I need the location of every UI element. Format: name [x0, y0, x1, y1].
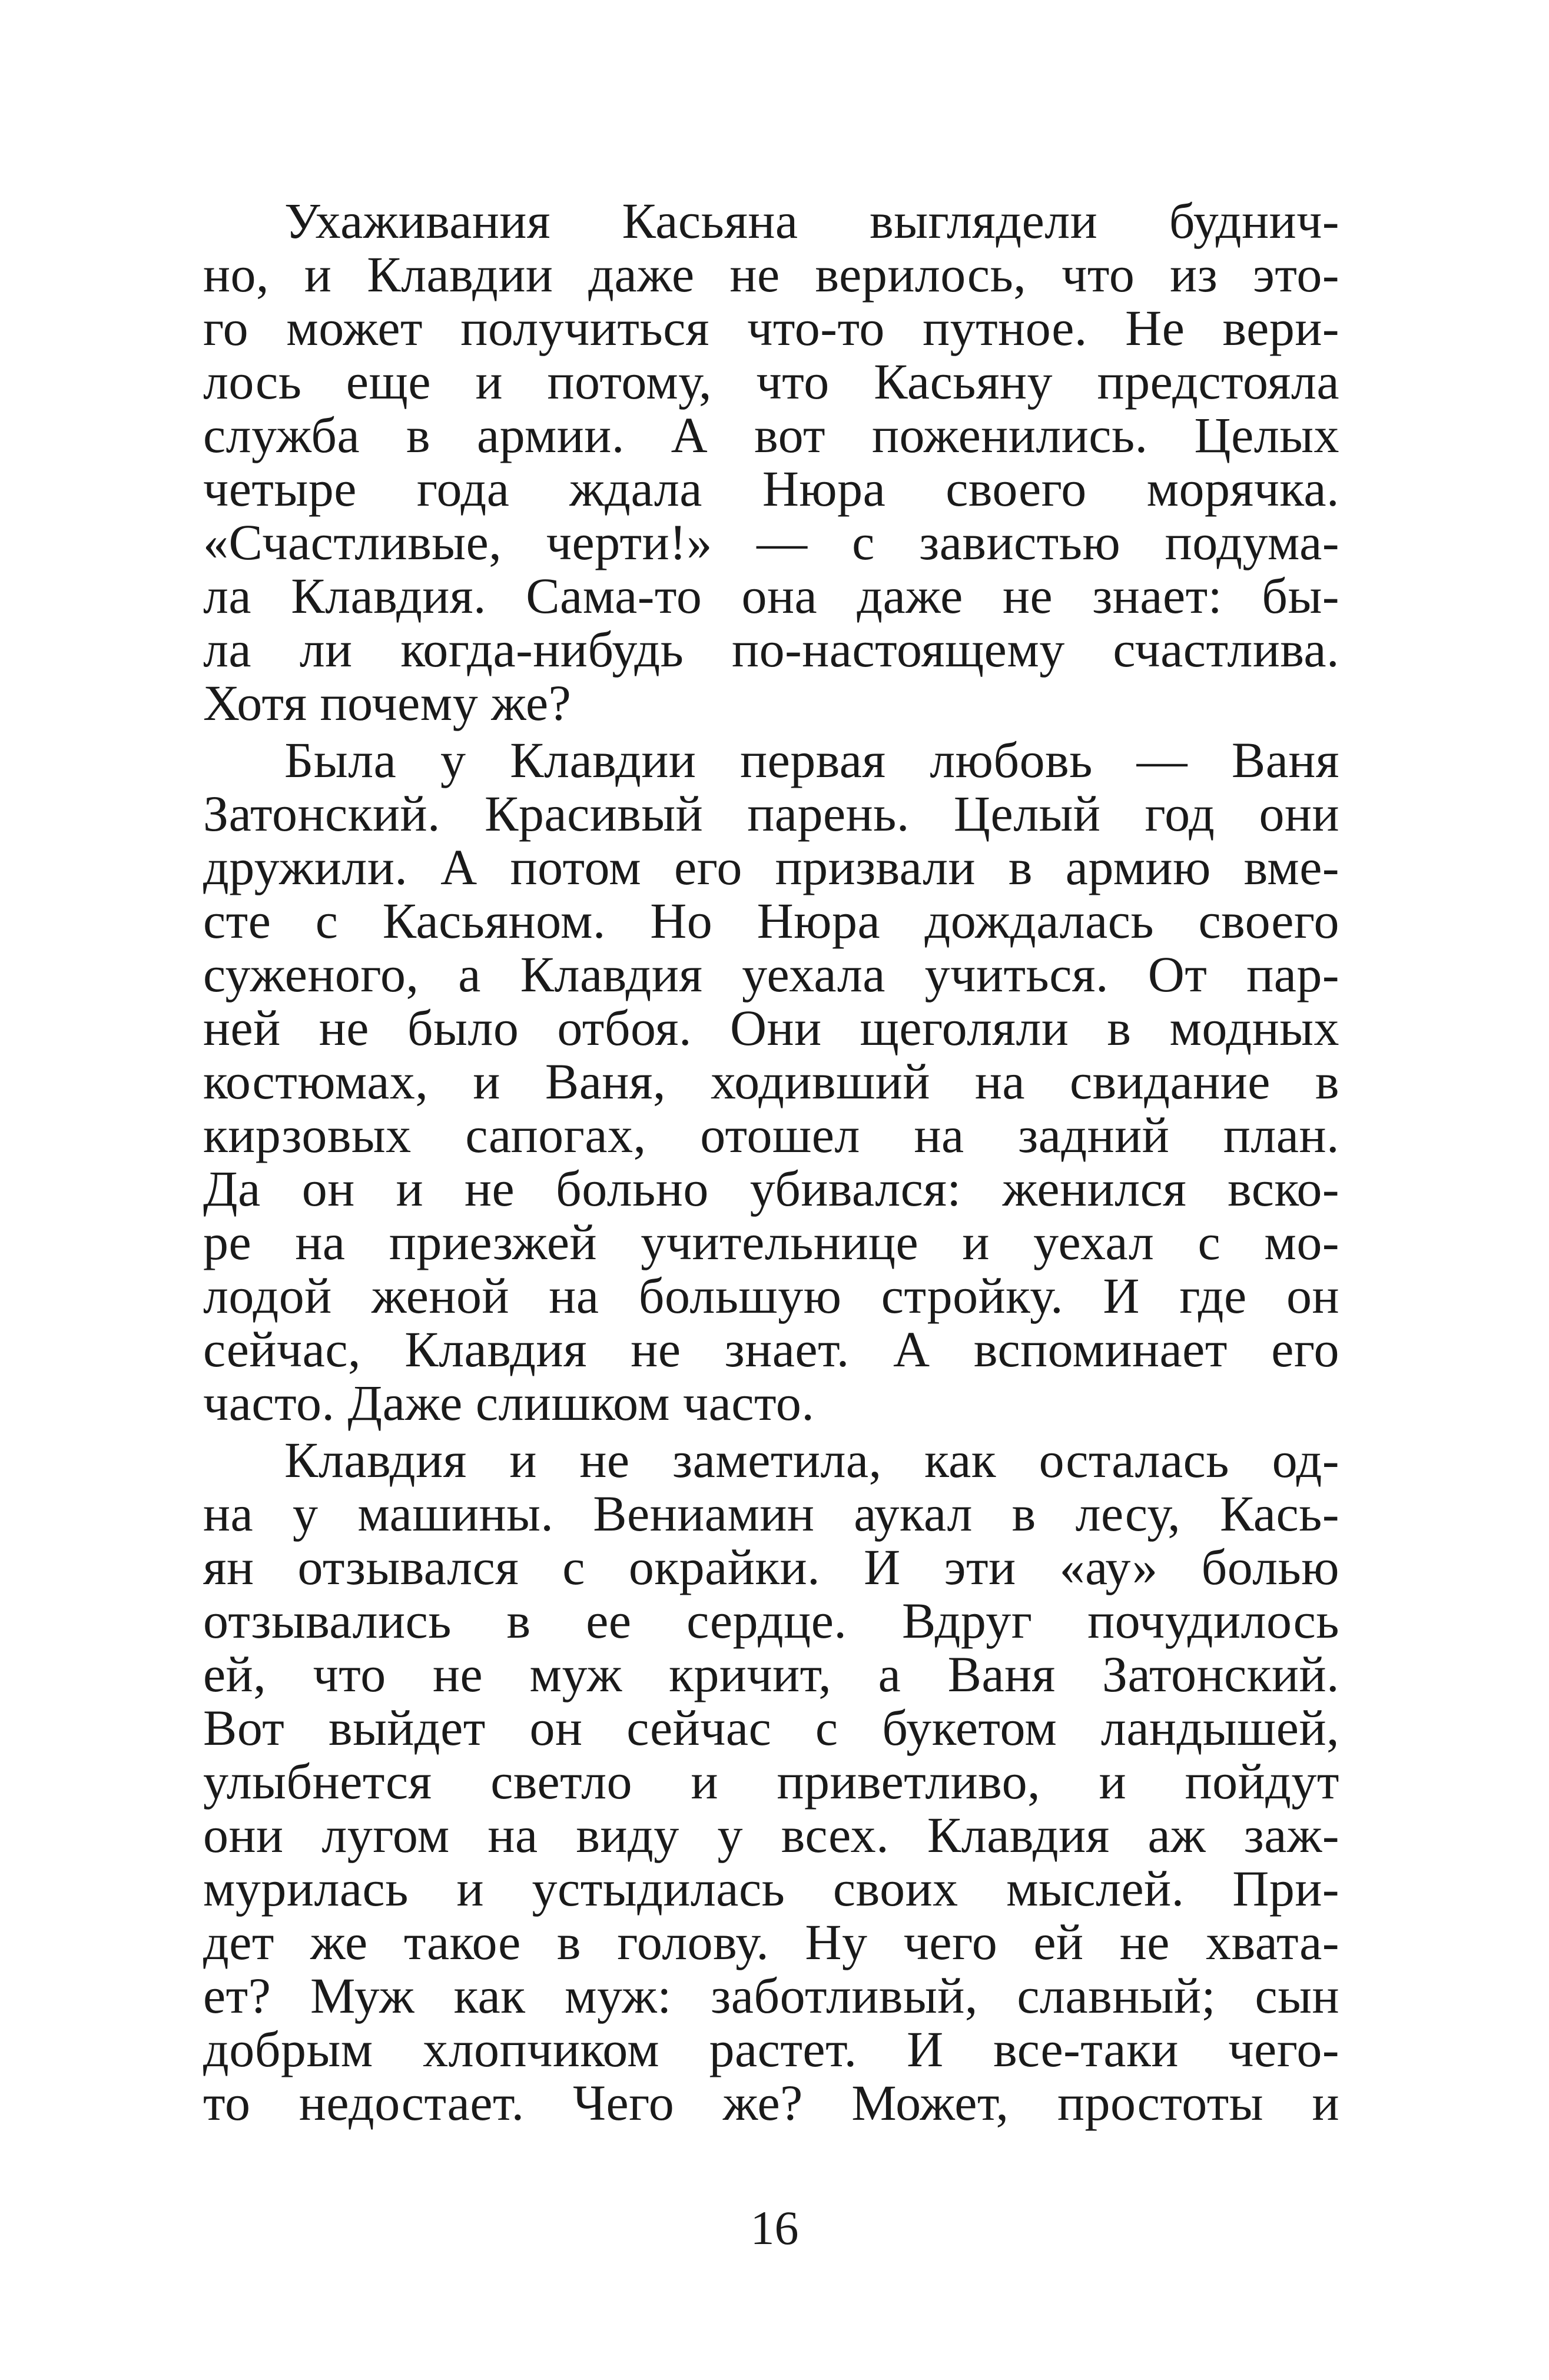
- text-line: «Счастливые, черти!» — с завистью подума-: [203, 514, 1339, 570]
- paragraph-1: [203, 194, 1339, 730]
- text-line: четыре года ждала Нюра своего морячка.: [203, 460, 1339, 517]
- text-line: кирзовых сапогах, отошел на задний план.: [203, 1107, 1339, 1163]
- text-line: улыбнется светло и приветливо, и пойдут: [203, 1753, 1339, 1810]
- text-line: лодой женой на большую стройку. И где он: [203, 1267, 1339, 1324]
- text-line: ла ли когда-нибудь по-настоящему счастлива.: [203, 621, 1339, 678]
- text-line: но, и Клавдии даже не верилось, что из это-: [203, 246, 1339, 303]
- text-line: ре на приезжей учительнице и уехал с мо-: [203, 1214, 1339, 1270]
- text-line: Хотя почему же?: [203, 675, 572, 731]
- text-line: они лугом на виду у всех. Клавдия аж заж-: [203, 1807, 1339, 1863]
- text-line: Вот выйдет он сейчас с букетом ландышей,: [203, 1699, 1339, 1756]
- text-line: то недостает. Чего же? Может, простоты и: [203, 2074, 1339, 2131]
- text-line: дет же такое в голову. Ну чего ей не хвата-: [203, 1914, 1339, 1970]
- text-line: отзывались в ее сердце. Вдруг почудилось: [203, 1592, 1339, 1649]
- text-line: костюмах, и Ваня, ходивший на свидание в: [203, 1053, 1339, 1110]
- text-line: ян отзывался с окрайки. И эти «ау» болью: [203, 1539, 1339, 1595]
- text-line: ет? Муж как муж: заботливый, славный; сын: [203, 1967, 1339, 2024]
- text-line: дружили. А потом его призвали в армию вме-: [203, 839, 1339, 895]
- text-line: Ухаживания Касьяна выглядели буднич-: [284, 192, 1339, 249]
- text-line: добрым хлопчиком растет. И все-таки чего-: [203, 2021, 1339, 2077]
- text-line: Затонский. Красивый парень. Целый год они: [203, 785, 1339, 842]
- text-line: ей, что не муж кричит, а Ваня Затонский.: [203, 1646, 1339, 1702]
- text-line: лось еще и потому, что Касьяну предстояла: [203, 353, 1339, 410]
- text-line: ней не было отбоя. Они щеголяли в модных: [203, 1000, 1339, 1056]
- paragraph-3: [203, 1433, 1339, 2130]
- text-line: на у машины. Вениамин аукал в лесу, Кась-: [203, 1485, 1339, 1542]
- text-line: Клавдия и не заметила, как осталась од-: [284, 1432, 1339, 1488]
- text-line: часто. Даже слишком часто.: [203, 1375, 815, 1431]
- text-line: Да он и не больно убивался: женился вско-: [203, 1160, 1339, 1217]
- text-line: ла Клавдия. Сама-то она даже не знает: бы-: [203, 567, 1339, 624]
- text-line: служба в армии. А вот поженились. Целых: [203, 407, 1339, 463]
- paragraph-2: [203, 733, 1339, 1430]
- text-line: мурилась и устыдилась своих мыслей. При-: [203, 1860, 1339, 1917]
- text-line: Была у Клавдии первая любовь — Ваня: [284, 732, 1339, 788]
- text-line: сейчас, Клавдия не знает. А вспоминает его: [203, 1321, 1339, 1377]
- text-line: суженого, а Клавдия уехала учиться. От пар-: [203, 946, 1339, 1003]
- text-line: сте с Касьяном. Но Нюра дождалась своего: [203, 892, 1339, 949]
- page-text: [203, 194, 1339, 2130]
- page-number: 16: [750, 2201, 799, 2255]
- text-line: го может получиться что-то путное. Не вери-: [203, 300, 1339, 356]
